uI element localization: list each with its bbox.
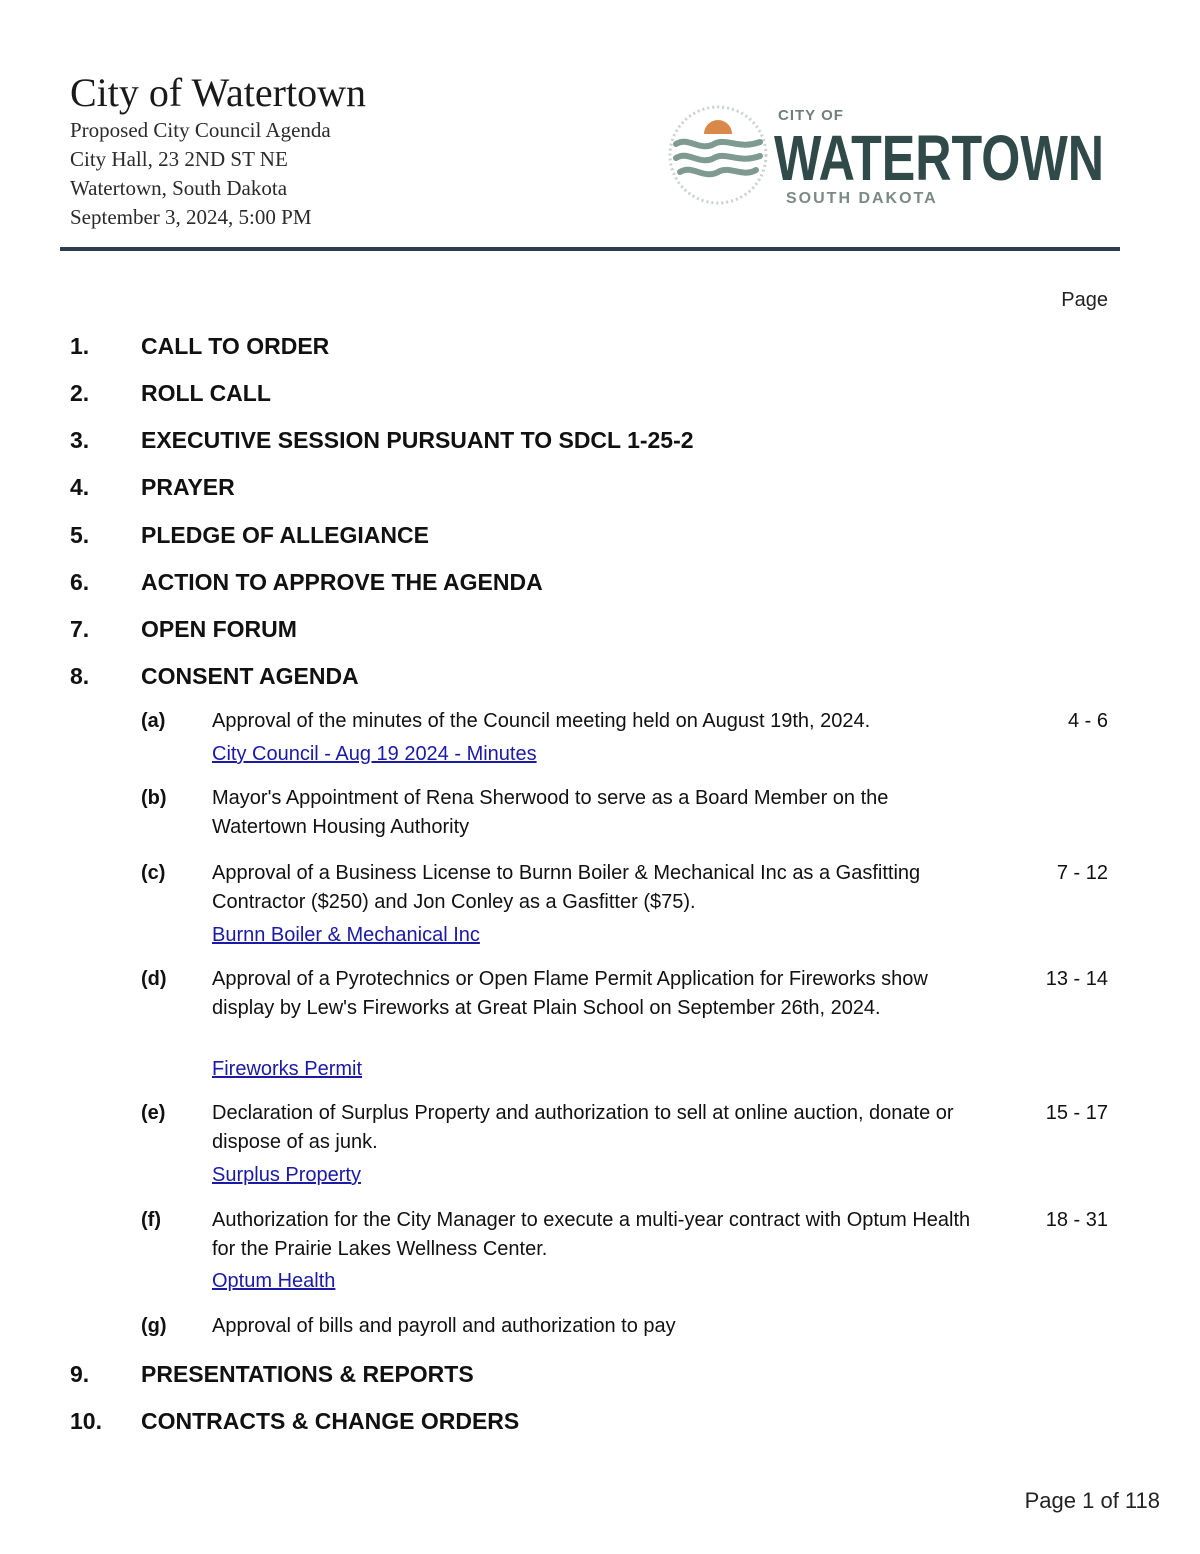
agenda-item-title: EXECUTIVE SESSION PURSUANT TO SDCL 1-25-2 — [141, 427, 694, 453]
consent-item-letter: (e) — [141, 1102, 166, 1124]
consent-item-letter: (d) — [141, 968, 167, 990]
consent-item-letter: (f) — [141, 1209, 161, 1231]
agenda-item-title: PLEDGE OF ALLEGIANCE — [141, 522, 429, 548]
header-divider — [60, 247, 1120, 251]
agenda-item-number: 1. — [70, 333, 90, 359]
logo-city-of: CITY OF — [778, 107, 844, 124]
consent-item-text: Authorization for the City Manager to execute a multi-year contract with Optum Health for the Prairie Lakes Wellness Center. — [212, 1209, 971, 1260]
attachment-link[interactable]: City Council - Aug 19 2024 - Minutes — [212, 743, 537, 765]
consent-item-letter: (b) — [141, 787, 167, 809]
agenda-item-title: PRESENTATIONS & REPORTS — [141, 1361, 474, 1387]
consent-item-text: Mayor's Appointment of Rena Sherwood to serve as a Board Member on the Watertown Housing Authority — [212, 787, 889, 838]
agenda-subtitle: Proposed City Council Agenda — [70, 118, 331, 142]
consent-item-text: Approval of a Pyrotechnics or Open Flame Permit Application for Fireworks show display by Lew's Fireworks at Great Plain School on September 26th, 2024. — [212, 968, 928, 1019]
watertown-logo — [668, 100, 1108, 210]
agenda-item-title: OPEN FORUM — [141, 616, 297, 642]
attachment-link[interactable]: Fireworks Permit — [212, 1058, 363, 1080]
consent-item-pages: 7 - 12 — [1056, 862, 1108, 884]
consent-item-text: Approval of bills and payroll and authorization to pay — [212, 1315, 676, 1337]
consent-item-pages: 13 - 14 — [1045, 968, 1108, 990]
logo-watertown: WATERTOWN — [774, 122, 1104, 194]
city-title: City of Watertown — [70, 70, 366, 115]
agenda-item-number: 8. — [70, 663, 90, 689]
agenda-item-title: CONTRACTS & CHANGE ORDERS — [141, 1408, 520, 1434]
agenda-item-title: CONSENT AGENDA — [141, 663, 359, 689]
agenda-item-number: 3. — [70, 427, 90, 453]
document-header — [70, 70, 366, 232]
attachment-link[interactable]: Optum Health — [212, 1270, 336, 1292]
meeting-address: City Hall, 23 2ND ST NE — [70, 147, 288, 171]
consent-item-text: Declaration of Surplus Property and authorization to sell at online auction, donate or dispose of as junk. — [212, 1102, 954, 1153]
meeting-city-state: Watertown, South Dakota — [70, 176, 288, 200]
logo-south-dakota: SOUTH DAKOTA — [786, 190, 938, 207]
agenda-item-number: 10. — [70, 1408, 102, 1434]
consent-item-pages: 18 - 31 — [1045, 1209, 1108, 1231]
agenda-item-number: 7. — [70, 616, 90, 642]
page-column-label: Page — [1061, 289, 1108, 311]
agenda-item-title: PRAYER — [141, 474, 235, 500]
agenda-item-number: 2. — [70, 380, 90, 406]
meeting-datetime: September 3, 2024, 5:00 PM — [70, 205, 312, 229]
agenda-item-title: ACTION TO APPROVE THE AGENDA — [141, 569, 543, 595]
consent-item-pages: 15 - 17 — [1045, 1102, 1108, 1124]
consent-item-text: Approval of a Business License to Burnn Boiler & Mechanical Inc as a Gasfitting Contractor ($250) and Jon Conley as a Gasfitter ($75). — [212, 862, 921, 913]
agenda-item-number: 6. — [70, 569, 90, 595]
consent-item-letter: (c) — [141, 862, 166, 884]
logo-emblem-icon — [670, 107, 766, 203]
consent-item-pages: 4 - 6 — [1067, 710, 1108, 732]
page-indicator: Page 1 of 118 — [1024, 1488, 1160, 1513]
consent-item-letter: (g) — [141, 1315, 167, 1337]
agenda-item-title: CALL TO ORDER — [141, 333, 330, 359]
agenda-item-number: 4. — [70, 474, 90, 500]
consent-item-text: Approval of the minutes of the Council meeting held on August 19th, 2024. — [212, 710, 871, 732]
attachment-link[interactable]: Surplus Property — [212, 1164, 361, 1186]
agenda-item-number: 9. — [70, 1361, 90, 1387]
consent-item-letter: (a) — [141, 710, 166, 732]
agenda-item-number: 5. — [70, 522, 90, 548]
agenda-item-title: ROLL CALL — [141, 380, 271, 406]
attachment-link[interactable]: Burnn Boiler & Mechanical Inc — [212, 924, 480, 946]
